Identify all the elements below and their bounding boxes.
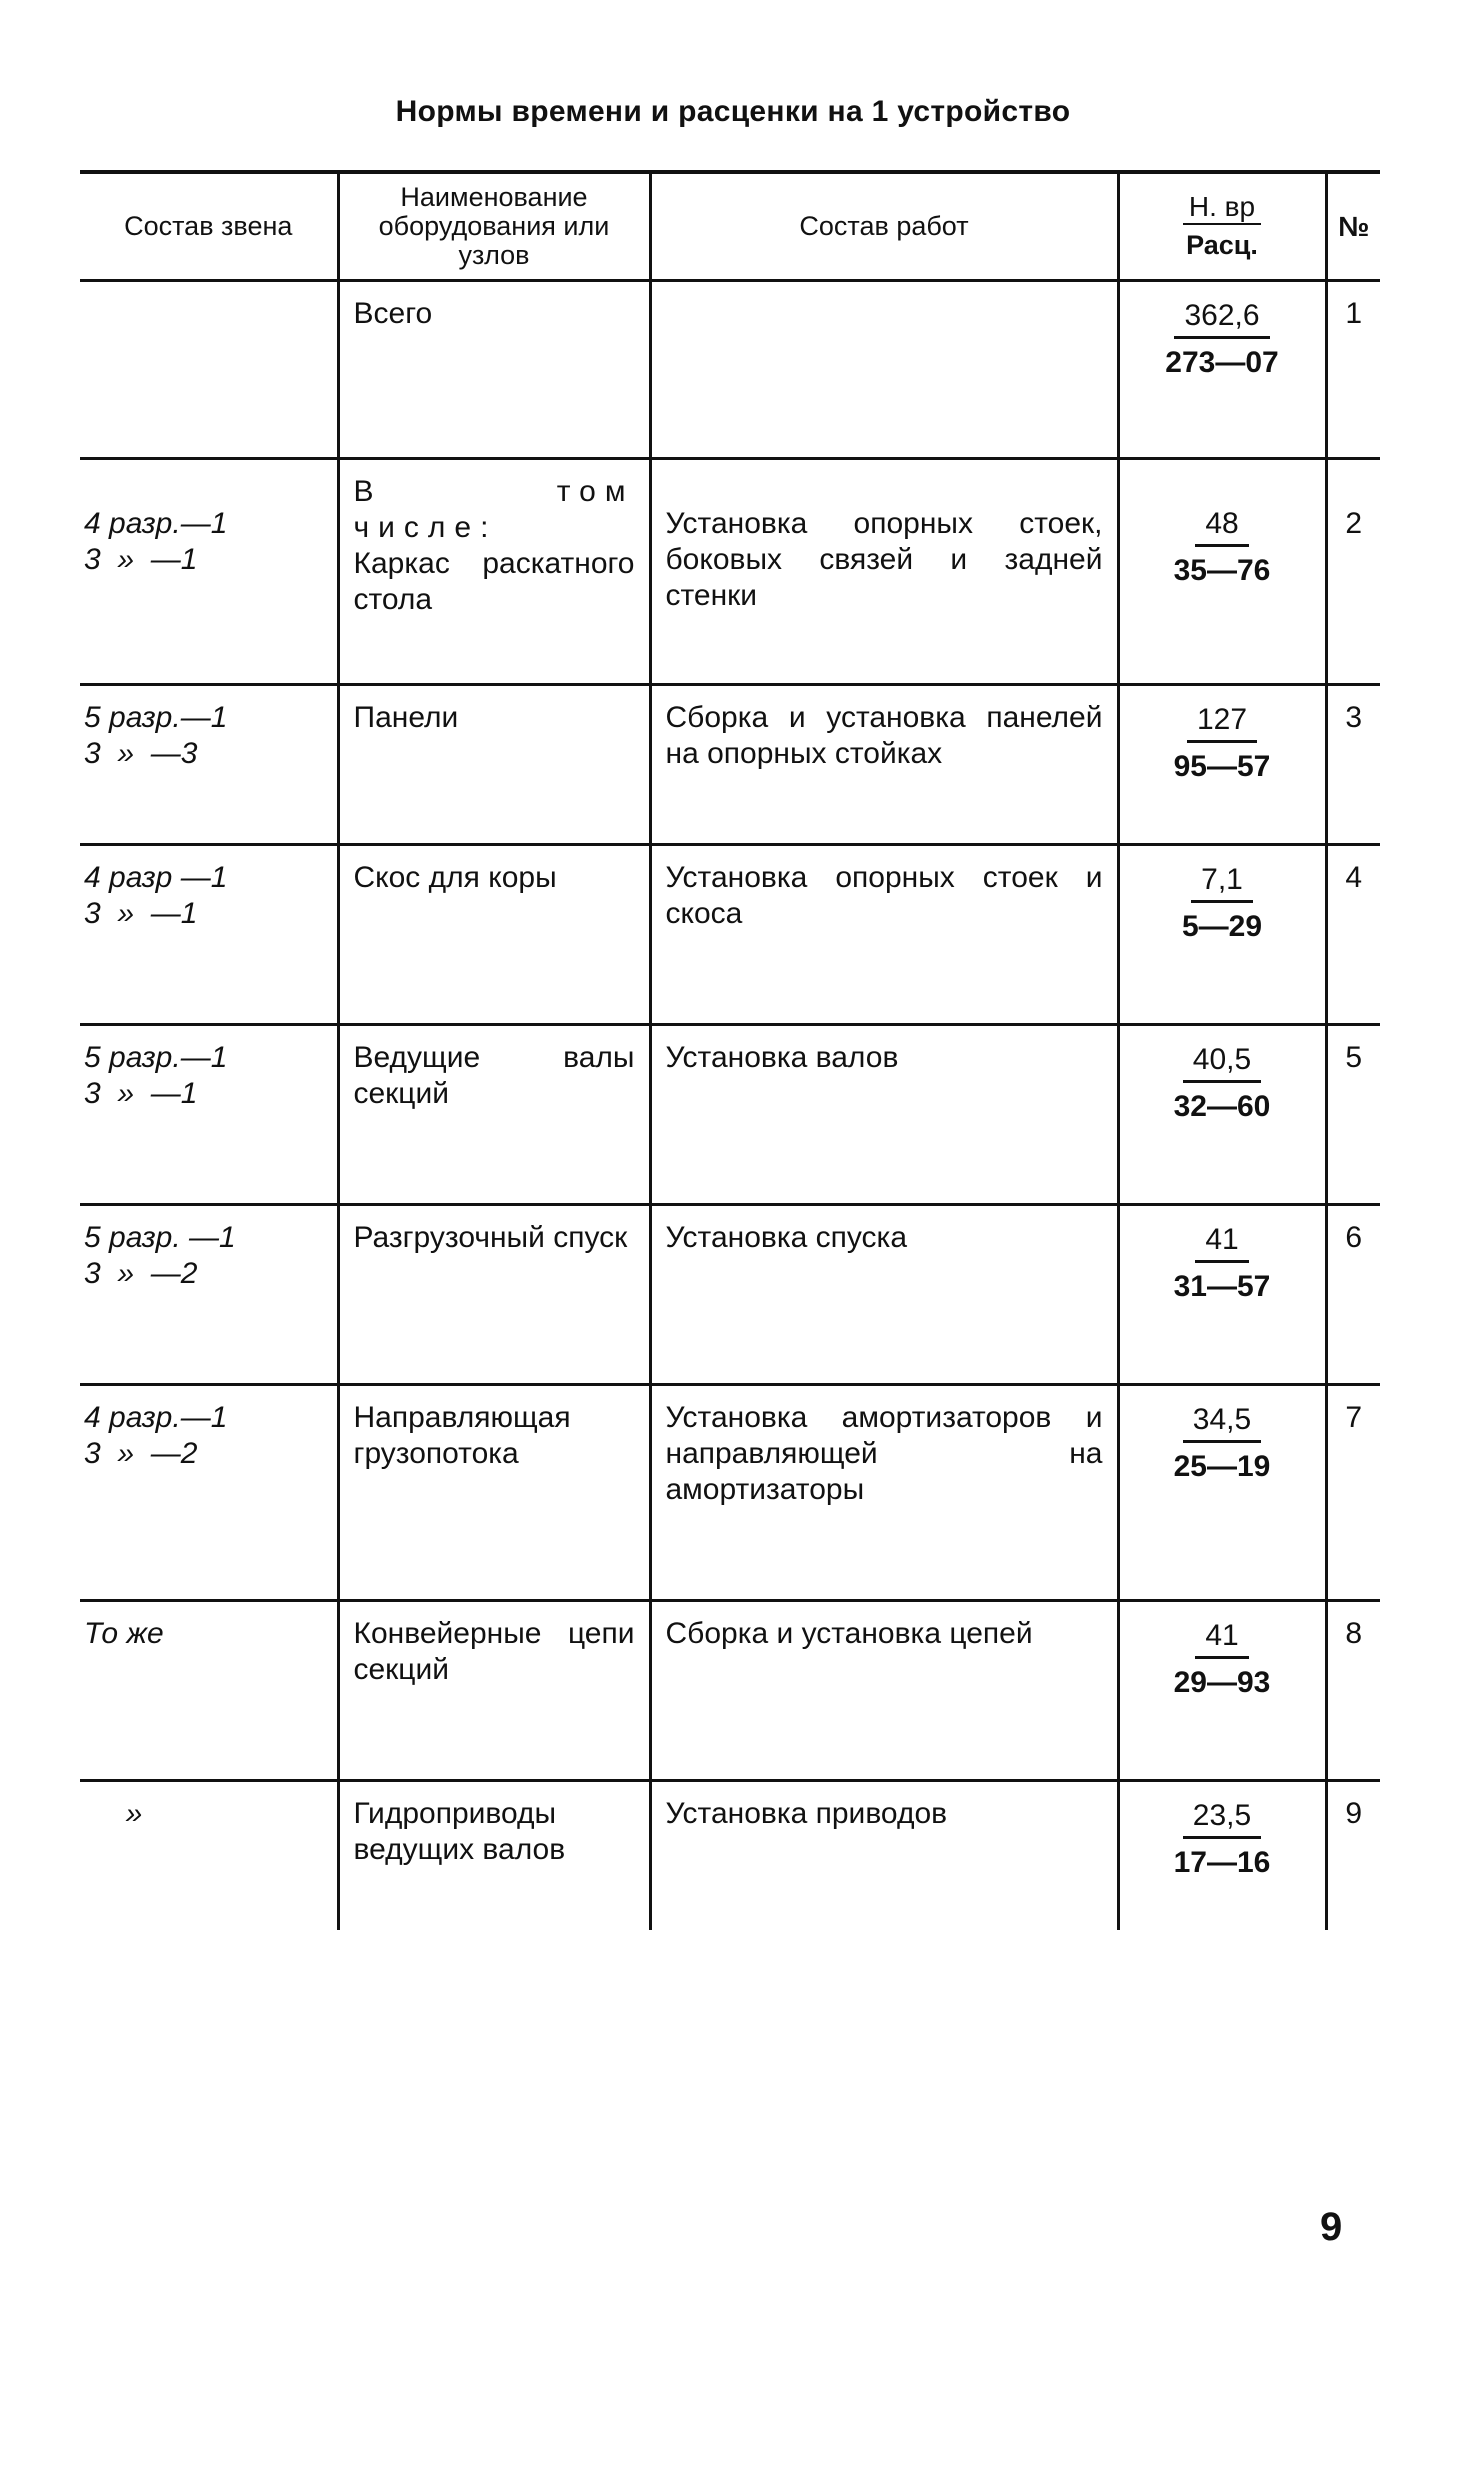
time-norm: 23,5 xyxy=(1183,1798,1261,1839)
cell-number xyxy=(1326,1780,1380,1930)
cell-equipment xyxy=(338,844,650,1024)
time-norm: 40,5 xyxy=(1183,1042,1261,1083)
cell-equipment xyxy=(338,1600,650,1780)
rate: 95—57 xyxy=(1173,749,1271,783)
cell-number xyxy=(1326,684,1380,844)
cell-norm-rate xyxy=(1118,1204,1326,1384)
equipment-name: Разгрузочный спуск xyxy=(353,1220,628,1254)
cell-equipment xyxy=(338,1024,650,1204)
time-norm: 41 xyxy=(1195,1222,1248,1263)
work-description: Установка спуска xyxy=(665,1220,908,1254)
work-description: Установка валов xyxy=(665,1040,899,1074)
crew-line: 3 » —1 xyxy=(84,896,198,930)
row-number: 1 xyxy=(1345,296,1363,330)
work-description: Установка опорных стоек, боковых связей и задней стенки xyxy=(665,506,1103,612)
cell-norm-rate xyxy=(1118,1780,1326,1930)
norm-rate-fraction xyxy=(1174,1618,1271,1701)
norm-rate-fraction xyxy=(1174,1798,1271,1881)
time-norm: 7,1 xyxy=(1191,862,1253,903)
norm-rate-fraction xyxy=(1165,298,1278,381)
rate: 273—07 xyxy=(1165,345,1279,379)
cell-work xyxy=(650,280,1118,458)
rate: 35—76 xyxy=(1173,553,1271,587)
crew-line: 5 разр.—1 xyxy=(84,700,228,734)
table-row xyxy=(80,1024,1380,1204)
cell-norm-rate xyxy=(1118,280,1326,458)
page-number: 9 xyxy=(1320,2205,1343,2249)
cell-number xyxy=(1326,1600,1380,1780)
row-number: 3 xyxy=(1345,700,1363,734)
header-equipment: Наименование оборудования или узлов xyxy=(338,172,650,280)
norm-rate-fraction xyxy=(1174,1042,1271,1125)
cell-equipment xyxy=(338,684,650,844)
table-row xyxy=(80,1384,1380,1600)
table-row xyxy=(80,844,1380,1024)
crew-line: 5 разр.—1 xyxy=(84,1040,228,1074)
row-number: 2 xyxy=(1345,506,1363,540)
table-row xyxy=(80,1600,1380,1780)
cell-crew xyxy=(80,1780,338,1930)
cell-norm-rate xyxy=(1118,1024,1326,1204)
cell-equipment xyxy=(338,1204,650,1384)
cell-norm-rate xyxy=(1118,458,1326,684)
cell-crew xyxy=(80,1384,338,1600)
cell-crew xyxy=(80,844,338,1024)
rate: 17—16 xyxy=(1173,1845,1271,1879)
cell-equipment xyxy=(338,458,650,684)
cell-number xyxy=(1326,844,1380,1024)
cell-crew xyxy=(80,684,338,844)
header-number: № xyxy=(1326,172,1380,280)
time-norm: 41 xyxy=(1195,1618,1248,1659)
crew-line: То же xyxy=(84,1616,164,1650)
time-norm: 127 xyxy=(1187,702,1257,743)
header-crew: Состав звена xyxy=(80,172,338,280)
work-description: Установка опорных стоек и скоса xyxy=(665,860,1103,930)
equipment-name: Скос для коры xyxy=(353,860,557,894)
cell-number xyxy=(1326,1204,1380,1384)
table-row xyxy=(80,1780,1380,1930)
cell-number xyxy=(1326,458,1380,684)
row-number: 4 xyxy=(1345,860,1363,894)
norm-rate-fraction xyxy=(1182,862,1262,945)
equipment-name: Гидроприводы ведущих валов xyxy=(353,1796,566,1866)
table-row xyxy=(80,1204,1380,1384)
cell-work xyxy=(650,1780,1118,1930)
row-number: 6 xyxy=(1345,1220,1363,1254)
cell-crew xyxy=(80,1204,338,1384)
crew-line: 3 » —2 xyxy=(84,1436,198,1470)
norm-rate-fraction xyxy=(1174,1222,1271,1305)
time-norm: 48 xyxy=(1195,506,1248,547)
crew-line: 3 » —1 xyxy=(84,1076,198,1110)
cell-norm-rate xyxy=(1118,1600,1326,1780)
cell-work xyxy=(650,1024,1118,1204)
equipment-name: Всего xyxy=(353,296,433,330)
equipment-name: Ведущие валы секций xyxy=(353,1040,635,1110)
crew-line: 4 разр.—1 xyxy=(84,1400,228,1434)
cell-work xyxy=(650,1384,1118,1600)
equipment-name: Конвейерные цепи секций xyxy=(353,1616,635,1686)
rate: 29—93 xyxy=(1173,1665,1271,1699)
time-norm: 362,6 xyxy=(1174,298,1269,339)
row-number: 8 xyxy=(1345,1616,1363,1650)
time-norm: 34,5 xyxy=(1183,1402,1261,1443)
equipment-name: Каркас раскатного стола xyxy=(353,546,635,616)
crew-line: 4 разр.—1 xyxy=(84,506,228,540)
table-header-row xyxy=(80,172,1380,280)
table-row xyxy=(80,280,1380,458)
row-number: 9 xyxy=(1345,1796,1363,1830)
crew-line: 5 разр. —1 xyxy=(84,1220,236,1254)
cell-crew xyxy=(80,458,338,684)
cell-work xyxy=(650,844,1118,1024)
crew-line: 4 разр —1 xyxy=(84,860,228,894)
work-description: Установка приводов xyxy=(665,1796,948,1830)
row-number: 5 xyxy=(1345,1040,1363,1074)
cell-crew xyxy=(80,1600,338,1780)
norm-rate-fraction xyxy=(1174,702,1271,785)
header-norm: Н. вр xyxy=(1183,192,1261,225)
cell-crew xyxy=(80,280,338,458)
cell-number xyxy=(1326,1024,1380,1204)
cell-work xyxy=(650,1600,1118,1780)
equipment-name: Панели xyxy=(353,700,459,734)
crew-line: 3 » —2 xyxy=(84,1256,198,1290)
cell-norm-rate xyxy=(1118,684,1326,844)
cell-number xyxy=(1326,280,1380,458)
cell-equipment xyxy=(338,280,650,458)
page-title: Нормы времени и расценки на 1 устройство xyxy=(395,95,1071,128)
cell-equipment xyxy=(338,1780,650,1930)
cell-work xyxy=(650,1204,1118,1384)
cell-norm-rate xyxy=(1118,1384,1326,1600)
rate: 5—29 xyxy=(1181,909,1263,943)
cell-work xyxy=(650,458,1118,684)
equipment-prefix: В том числе: xyxy=(353,474,635,544)
cell-number xyxy=(1326,1384,1380,1600)
work-description: Установка амортизаторов и направляющей на амортизаторы xyxy=(665,1400,1103,1506)
rate: 31—57 xyxy=(1173,1269,1271,1303)
cell-work xyxy=(650,684,1118,844)
crew-line: » xyxy=(84,1796,143,1830)
cell-norm-rate xyxy=(1118,844,1326,1024)
norm-rate-fraction xyxy=(1174,1402,1271,1485)
header-rate: Расц. xyxy=(1186,230,1258,261)
table-row xyxy=(80,684,1380,844)
work-description: Сборка и установка панелей на опорных стойках xyxy=(665,700,1103,770)
cell-equipment xyxy=(338,1384,650,1600)
work-description: Сборка и установка цепей xyxy=(665,1616,1033,1650)
cell-crew xyxy=(80,1024,338,1204)
norm-rate-fraction xyxy=(1174,506,1271,589)
crew-line: 3 » —1 xyxy=(84,542,198,576)
header-norm-rate xyxy=(1118,172,1326,280)
equipment-name: Направляющая грузопотока xyxy=(353,1400,571,1470)
crew-line: 3 » —3 xyxy=(84,736,198,770)
norms-table xyxy=(80,170,1380,1930)
rate: 25—19 xyxy=(1173,1449,1271,1483)
header-work: Состав работ xyxy=(650,172,1118,280)
row-number: 7 xyxy=(1345,1400,1363,1434)
table-row xyxy=(80,458,1380,684)
rate: 32—60 xyxy=(1173,1089,1271,1123)
